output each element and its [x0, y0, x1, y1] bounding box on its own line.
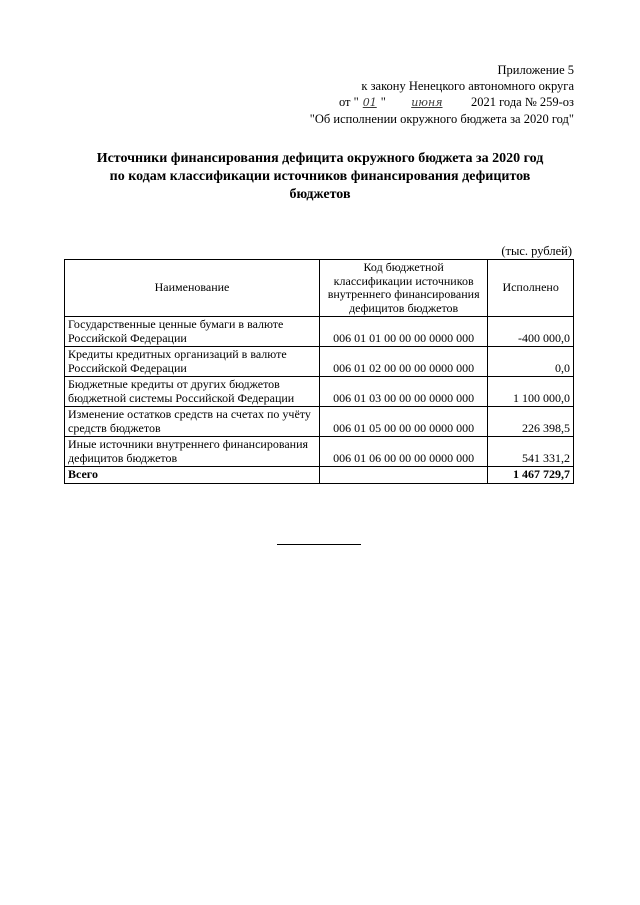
title-line-3: бюджетов	[289, 187, 351, 202]
title-line-2: по кодам классификации источников финансирования дефицитов	[109, 169, 531, 184]
total-value: 1 467 729,7	[488, 467, 574, 484]
law-title: "Об исполнении окружного бюджета за 2020 год"	[309, 112, 574, 126]
date-suffix: 2021 года № 259-оз	[470, 95, 574, 109]
total-code	[320, 467, 488, 484]
date-mid: "	[380, 95, 386, 109]
row-name: Иные источники внутреннего финансирования дефицитов бюджетов	[65, 437, 320, 467]
row-code: 006 01 02 00 00 00 0000 000	[320, 347, 488, 377]
row-code: 006 01 01 00 00 00 0000 000	[320, 317, 488, 347]
handwritten-day: 01	[362, 96, 377, 109]
handwritten-month: июня	[411, 96, 443, 109]
header-code: Код бюджетной классификации источников внутреннего финансирования дефицитов бюджетов	[320, 260, 488, 317]
row-code: 006 01 03 00 00 00 0000 000	[320, 377, 488, 407]
table-row	[65, 347, 574, 377]
row-code: 006 01 06 00 00 00 0000 000	[320, 437, 488, 467]
row-value: 0,0	[488, 347, 574, 377]
table-row	[65, 437, 574, 467]
row-value: 226 398,5	[488, 407, 574, 437]
row-name: Изменение остатков средств на счетах по учёту средств бюджетов	[65, 407, 320, 437]
financing-sources-table	[64, 259, 574, 484]
row-value: -400 000,0	[488, 317, 574, 347]
appendix-number: Приложение 5	[497, 63, 574, 77]
row-name: Кредиты кредитных организаций в валюте Российской Федерации	[65, 347, 320, 377]
header-executed: Исполнено	[488, 260, 574, 317]
row-name: Государственные ценные бумаги в валюте Российской Федерации	[65, 317, 320, 347]
table-header-row	[65, 260, 574, 317]
row-value: 1 100 000,0	[488, 377, 574, 407]
title-line-1: Источники финансирования дефицита окружного бюджета за 2020 год	[96, 151, 544, 166]
table-row	[65, 407, 574, 437]
appendix-header	[310, 62, 574, 127]
total-label: Всего	[65, 467, 320, 484]
row-name: Бюджетные кредиты от других бюджетов бюджетной системы Российской Федерации	[65, 377, 320, 407]
header-name: Наименование	[65, 260, 320, 317]
document-title	[60, 150, 580, 204]
row-code: 006 01 05 00 00 00 0000 000	[320, 407, 488, 437]
units-label: (тыс. рублей)	[501, 244, 572, 258]
law-date-line	[310, 94, 574, 111]
date-prefix: от "	[338, 95, 359, 109]
row-value: 541 331,2	[488, 437, 574, 467]
closing-rule	[277, 544, 361, 545]
total-row	[65, 467, 574, 484]
table-row	[65, 317, 574, 347]
law-reference: к закону Ненецкого автономного округа	[361, 79, 574, 93]
table-row	[65, 377, 574, 407]
